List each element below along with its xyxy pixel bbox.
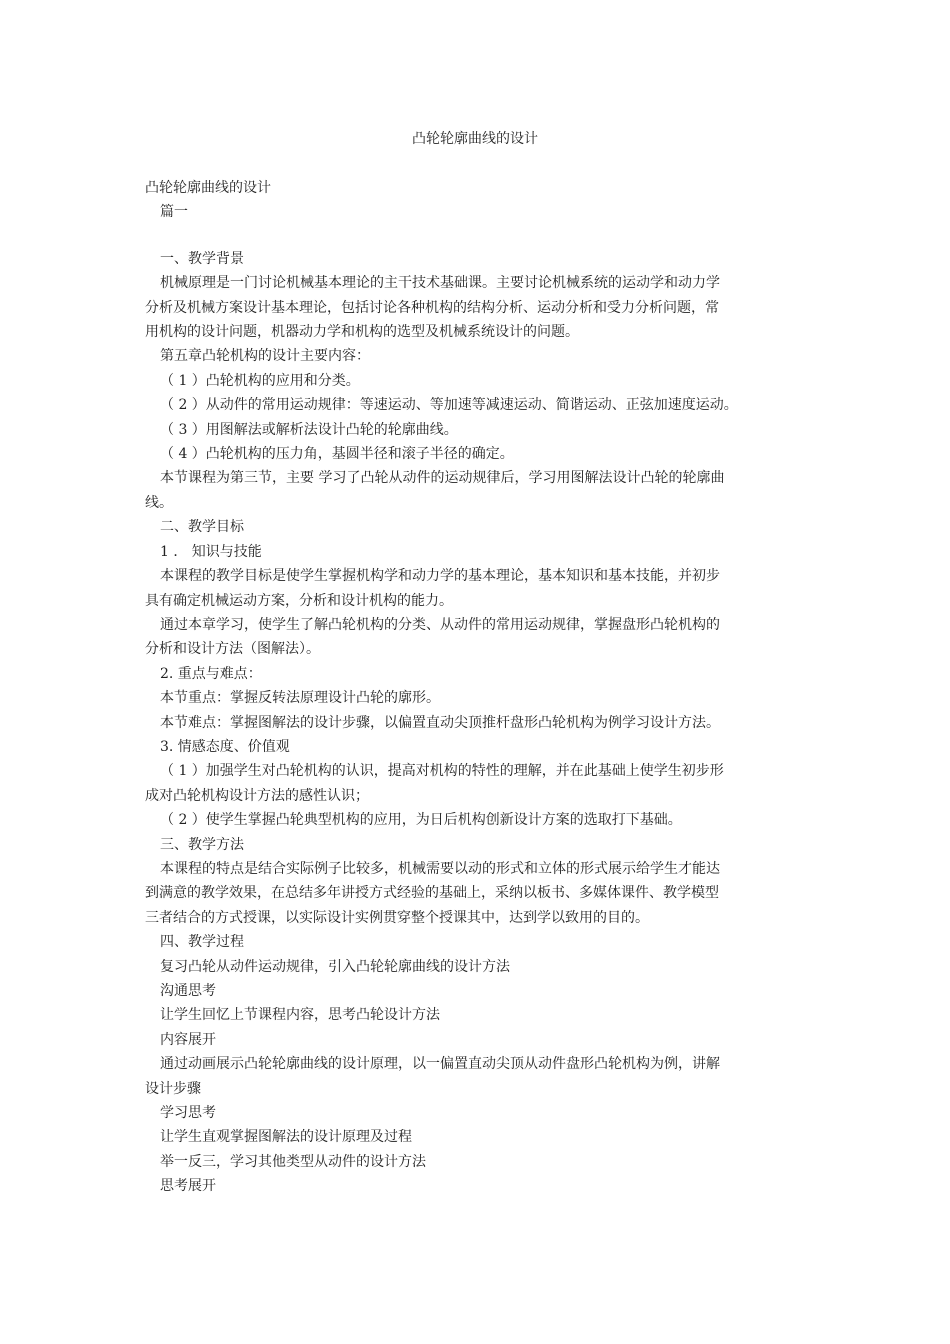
paragraph-line: 让学生直观掌握图解法的设计原理及过程: [160, 1129, 412, 1146]
paragraph-line: 本课程的教学目标是使学生掌握机构学和动力学的基本理论，基本知识和基本技能，并初步: [160, 568, 720, 585]
list-item: （ 2 ）使学生掌握凸轮典型机构的应用，为日后机构创新设计方案的选取打下基础。: [160, 812, 682, 829]
paragraph-line: 思考展开: [160, 1178, 216, 1195]
paragraph-line: 用机构的设计问题，机器动力学和机构的选型及机械系统设计的问题。: [145, 324, 579, 341]
section-heading: 凸轮轮廓曲线的设计: [145, 180, 271, 196]
paragraph-line: 本课程的特点是结合实际例子比较多，机械需要以动的形式和立体的形式展示给学生才能达: [160, 860, 720, 877]
paragraph-line: 内容展开: [160, 1031, 216, 1048]
subheading: 3. 情感态度、价值观: [160, 738, 290, 755]
paragraph-line: 分析及机械方案设计基本理论，包括讨论各种机构的结构分析、运动分析和受力分析问题，常: [145, 299, 719, 316]
list-item: （ 1 ）凸轮机构的应用和分类。: [160, 372, 360, 389]
blank-line: [145, 225, 815, 247]
subheading: 2. 重点与难点：: [160, 665, 262, 682]
paragraph-line: 分析和设计方法（图解法）。: [145, 641, 320, 658]
list-item: （ 2 ）从动件的常用运动规律：等速运动、等加速等减速运动、简谐运动、正弦加速度运动。: [160, 397, 738, 414]
paragraph-line: 学习思考: [160, 1105, 216, 1122]
list-item: （ 3 ）用图解法或解析法设计凸轮的轮廓曲线。: [160, 421, 458, 438]
paragraph-line: 通过动画展示凸轮轮廓曲线的设计原理，以一偏置直动尖顶从动件盘形凸轮机构为例，讲解: [160, 1056, 720, 1073]
paragraph-line: 举一反三，学习其他类型从动件的设计方法: [160, 1153, 426, 1170]
paragraph-line: 成对凸轮机构设计方法的感性认识；: [145, 787, 369, 804]
paragraph-line: 沟通思考: [160, 983, 216, 999]
subheading: 1 ． 知识与技能: [160, 543, 262, 560]
heading-background: 一、教学背景: [160, 250, 244, 267]
document-body: [145, 176, 815, 1199]
part-label: 篇一: [160, 204, 188, 221]
paragraph-line: 本节难点：掌握图解法的设计步骤，以偏置直动尖顶推杆盘形凸轮机构为例学习设计方法。: [160, 714, 720, 731]
list-item: （ 1 ）加强学生对凸轮机构的认识，提高对机构的特性的理解，并在此基础上使学生初步形: [160, 763, 724, 780]
paragraph-line: 通过本章学习，使学生了解凸轮机构的分类、从动件的常用运动规律，掌握盘形凸轮机构的: [160, 616, 720, 633]
document-title: 凸轮轮廓曲线的设计: [412, 131, 538, 147]
paragraph-line: 线。: [145, 494, 173, 511]
paragraph-line: 到满意的教学效果，在总结多年讲授方式经验的基础上，采纳以板书、多媒体课件、教学模型: [145, 885, 719, 902]
paragraph-line: 具有确定机械运动方案，分析和设计机构的能力。: [145, 592, 453, 609]
heading-method: 三、教学方法: [160, 836, 244, 853]
list-item: （ 4 ）凸轮机构的压力角，基圆半径和滚子半径的确定。: [160, 446, 514, 463]
heading-goals: 二、教学目标: [160, 519, 244, 536]
paragraph-line: 复习凸轮从动件运动规律，引入凸轮轮廓曲线的设计方法: [160, 958, 510, 975]
paragraph-line: 第五章凸轮机构的设计主要内容：: [160, 348, 370, 365]
paragraph-line: 本节重点：掌握反转法原理设计凸轮的廓形。: [160, 690, 440, 707]
paragraph-line: 让学生回忆上节课程内容，思考凸轮设计方法: [160, 1007, 440, 1024]
paragraph-line: 本节课程为第三节，主要 学习了凸轮从动件的运动规律后，学习用图解法设计凸轮的轮廓曲: [160, 470, 725, 487]
paragraph-line: 设计步骤: [145, 1080, 201, 1097]
heading-process: 四、教学过程: [160, 934, 244, 951]
paragraph-line: 三者结合的方式授课，以实际设计实例贯穿整个授课其中，达到学以致用的目的。: [145, 909, 649, 926]
paragraph-line: 机械原理是一门讨论机械基本理论的主干技术基础课。主要讨论机械系统的运动学和动力学: [160, 275, 720, 292]
